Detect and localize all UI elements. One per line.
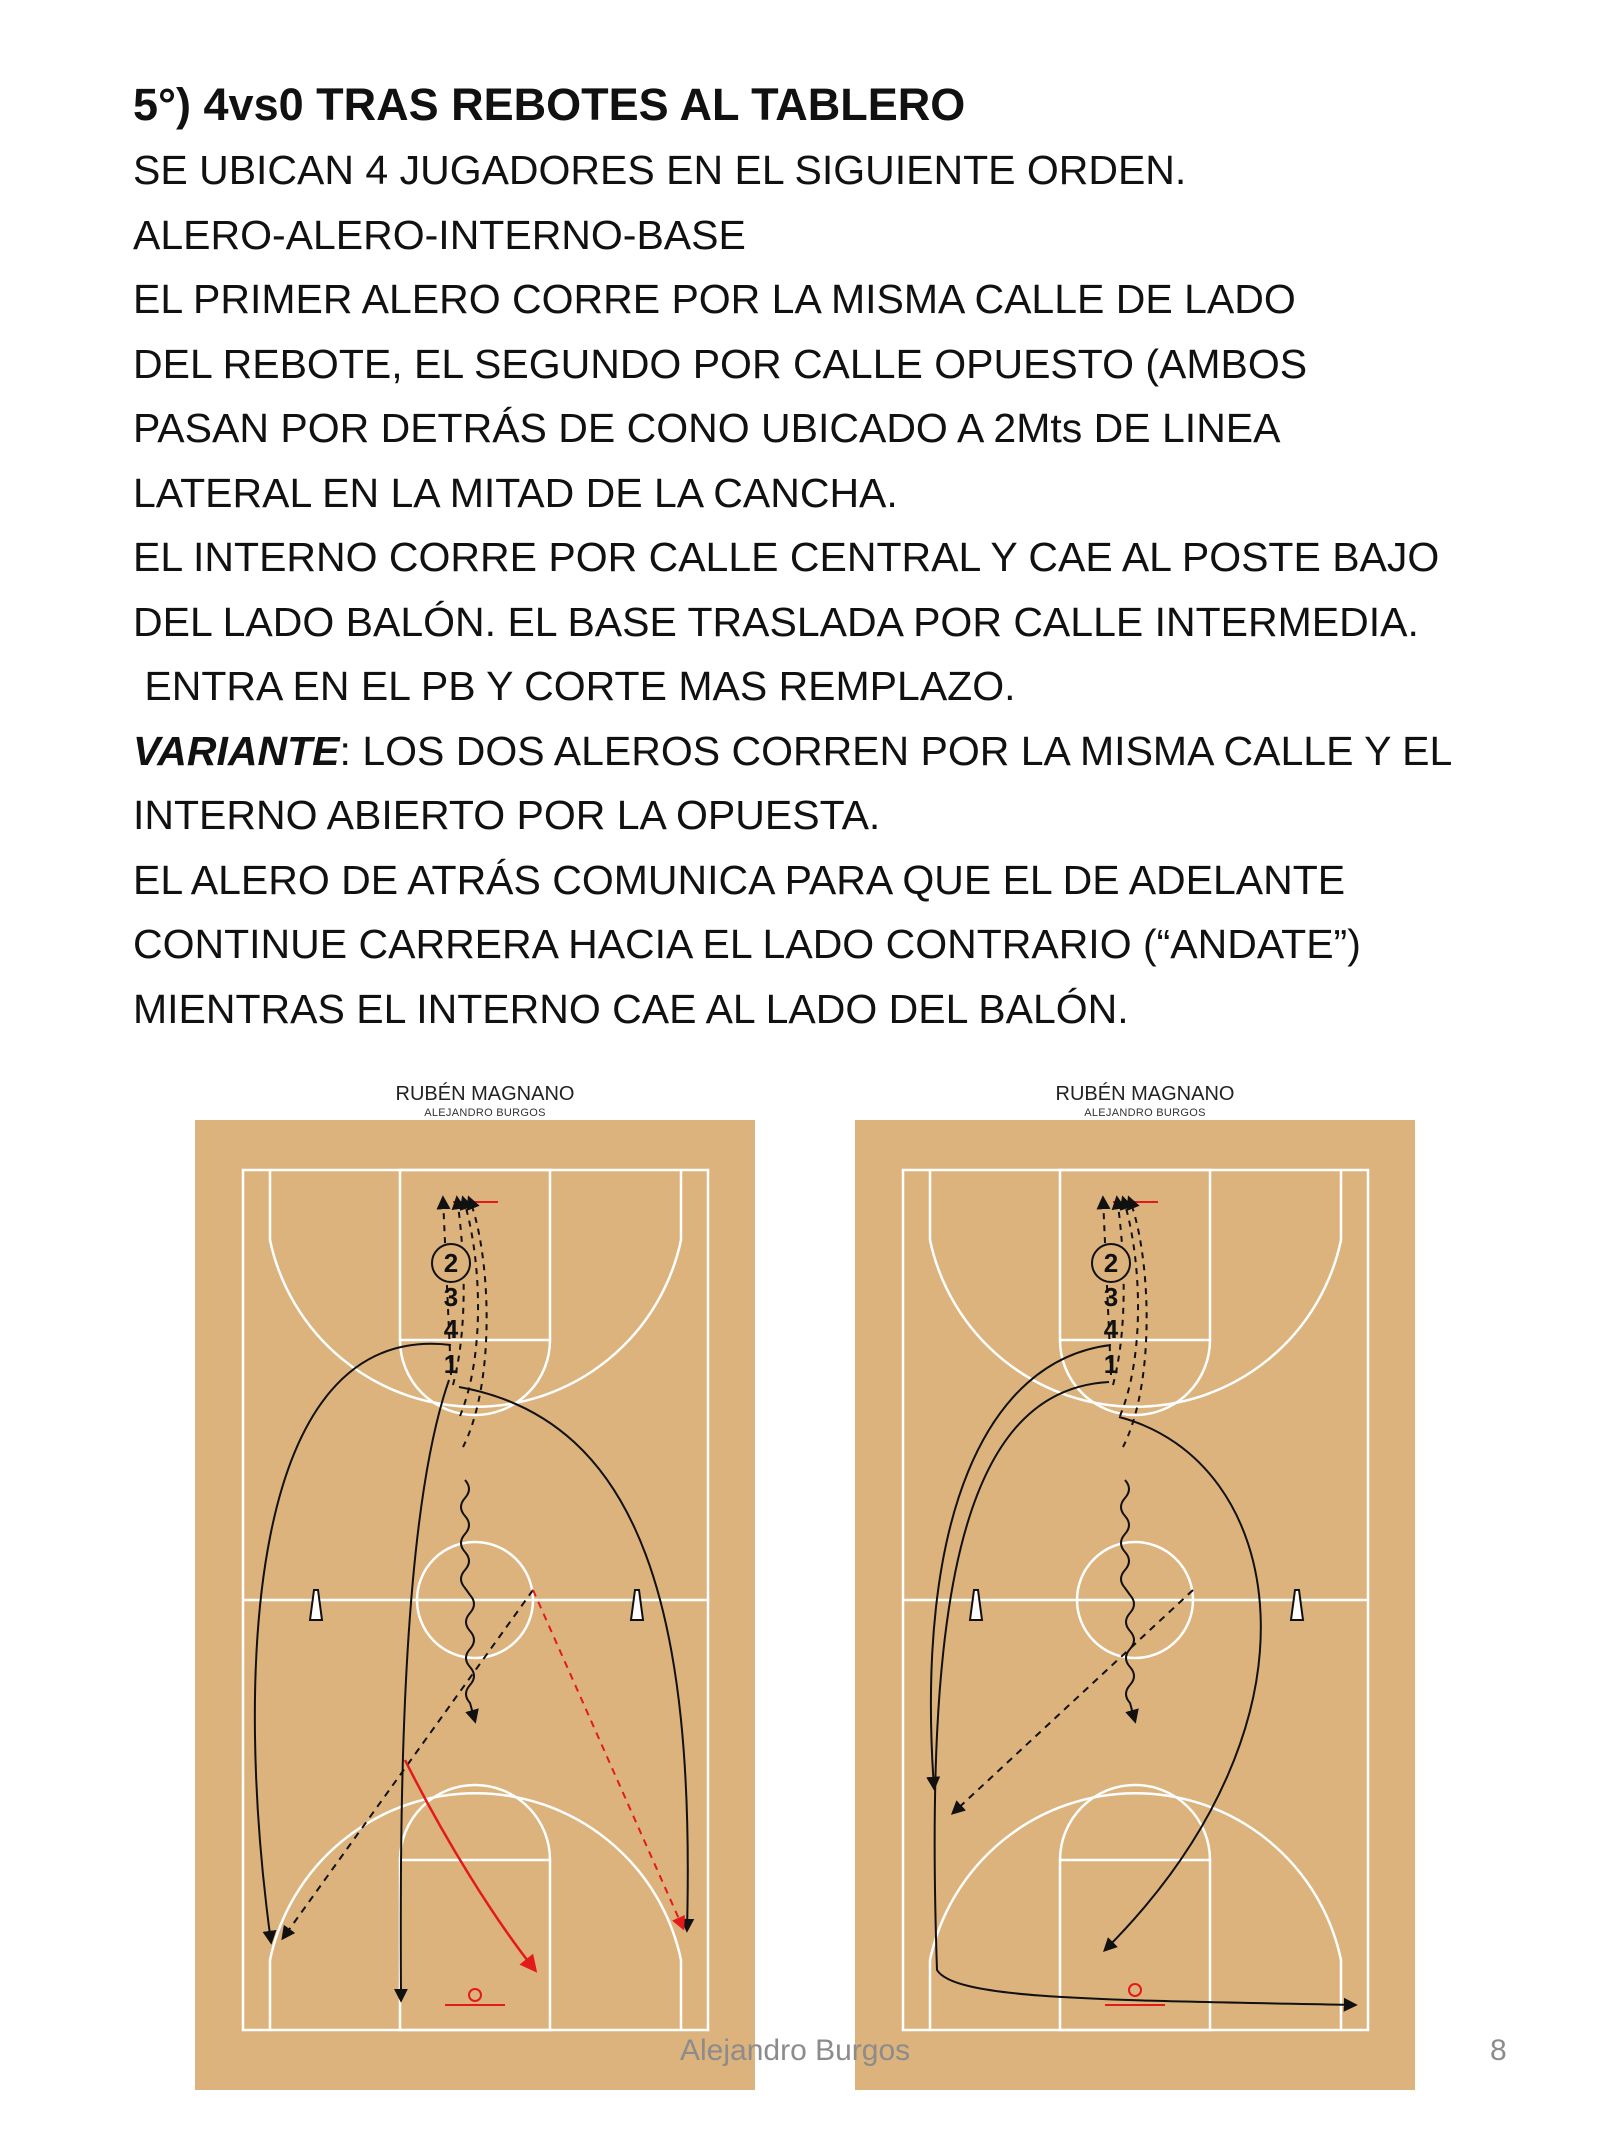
player-1: 1 [443, 1349, 459, 1379]
text-line: EL ALERO DE ATRÁS COMUNICA PARA QUE EL DE ADELANTE [133, 856, 1346, 903]
instructions-text [133, 72, 1573, 1041]
text-line: ALERO-ALERO-INTERNO-BASE [133, 211, 746, 258]
player-3: 3 [443, 1282, 459, 1312]
text-line: SE UBICAN 4 JUGADORES EN EL SIGUIENTE ORDEN. [133, 147, 1187, 193]
court-diagram-right [855, 1075, 1435, 2091]
page-number: 8 [1490, 2034, 1507, 2067]
player-2: 2 [443, 1248, 459, 1278]
variant-label: VARIANTE [133, 727, 340, 774]
variant-text: : LOS DOS ALEROS CORREN POR LA MISMA CALLE Y EL [339, 727, 1453, 774]
footer-author: Alejandro Burgos [680, 2034, 911, 2067]
player-4: 4 [1103, 1314, 1119, 1344]
player-1: 1 [1103, 1349, 1119, 1379]
diagram-author: RUBÉN MAGNANO [1055, 1083, 1235, 1105]
court-floor [195, 1120, 755, 2090]
text-line: CONTINUE CARRERA HACIA EL LADO CONTRARIO (“ANDATE”) [133, 921, 1361, 967]
diagram-author: RUBÉN MAGNANO [395, 1083, 575, 1105]
player-4: 4 [443, 1314, 459, 1344]
court-diagram-left [195, 1075, 775, 2091]
court-svg [195, 1120, 775, 2090]
court-floor [855, 1120, 1415, 2090]
player-3: 3 [1103, 1282, 1119, 1312]
drill-title: 5°) 4vs0 TRAS REBOTES AL TABLERO [133, 79, 966, 130]
text-line: INTERNO ABIERTO POR LA OPUESTA. [133, 792, 881, 838]
text-line: DEL REBOTE, EL SEGUNDO POR CALLE OPUESTO (AMBOS [133, 340, 1308, 387]
text-line: LATERAL EN LA MITAD DE LA CANCHA. [133, 469, 898, 516]
diagram-subauthor: ALEJANDRO BURGOS [1084, 1107, 1206, 1119]
text-line: DEL LADO BALÓN. EL BASE TRASLADA POR CALLE INTERMEDIA. [133, 598, 1419, 645]
diagram-subauthor: ALEJANDRO BURGOS [424, 1107, 546, 1119]
text-line: ENTRA EN EL PB Y CORTE MAS REMPLAZO. [133, 663, 1016, 709]
text-line: EL PRIMER ALERO CORRE POR LA MISMA CALLE DE LADO [133, 276, 1296, 322]
player-2: 2 [1103, 1248, 1119, 1278]
court-svg [855, 1120, 1435, 2090]
text-line: PASAN POR DETRÁS DE CONO UBICADO A 2Mts DE LINEA [133, 405, 1281, 451]
text-line: MIENTRAS EL INTERNO CAE AL LADO DEL BALÓN. [133, 985, 1129, 1032]
text-line: EL INTERNO CORRE POR CALLE CENTRAL Y CAE AL POSTE BAJO [133, 534, 1440, 580]
variant-line [133, 719, 1573, 784]
